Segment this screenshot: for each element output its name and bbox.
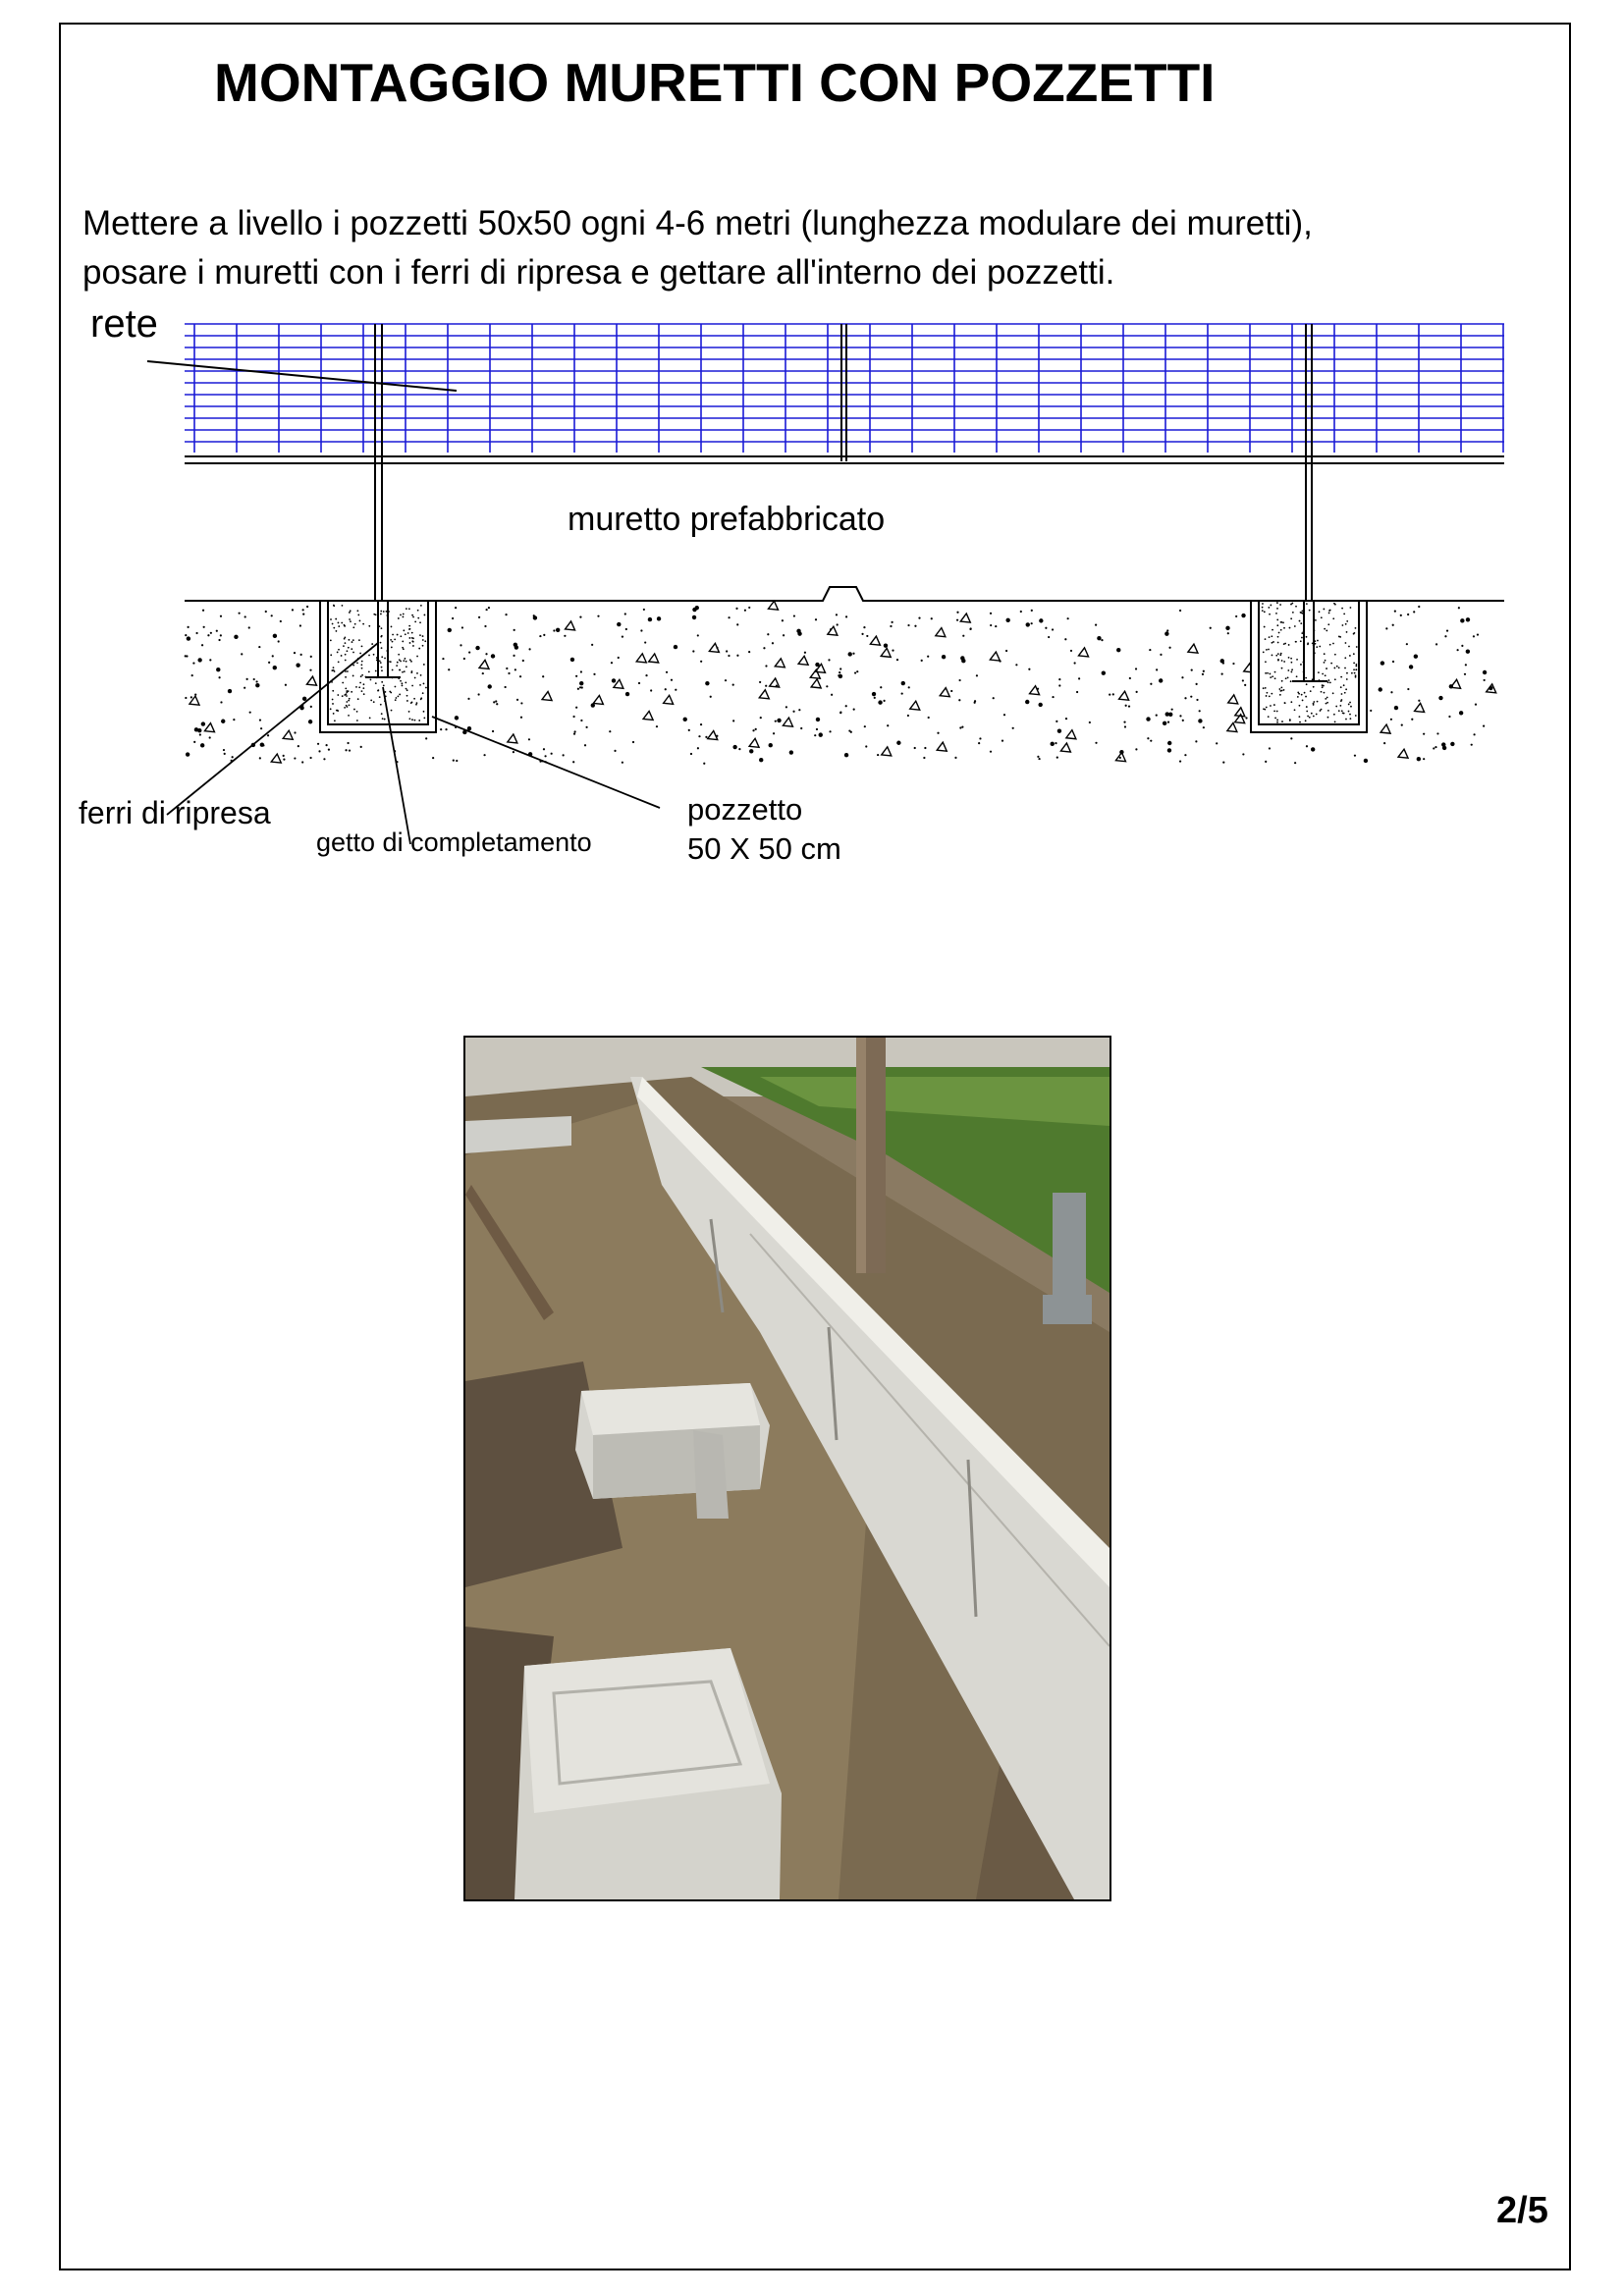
label-rete: rete bbox=[90, 302, 158, 346]
pozzetto-right bbox=[1251, 601, 1367, 732]
intro-line-1: Mettere a livello i pozzetti 50x50 ogni 4-6 metri (lunghezza modulare dei muretti), bbox=[82, 204, 1313, 242]
page-title: MONTAGGIO MURETTI CON POZZETTI bbox=[214, 52, 1216, 113]
technical-diagram bbox=[0, 0, 1624, 883]
label-pozzetto-name: pozzetto bbox=[687, 792, 803, 827]
label-ferri: ferri di ripresa bbox=[79, 795, 271, 830]
label-pozzetto bbox=[687, 790, 841, 869]
intro-line-2: posare i muretti con i ferri di ripresa e gettare all'interno dei pozzetti. bbox=[82, 253, 1115, 292]
label-muretto: muretto prefabbricato bbox=[568, 501, 886, 538]
label-pozzetto-size: 50 X 50 cm bbox=[687, 831, 841, 866]
construction-photo bbox=[463, 1036, 1111, 1901]
fence-posts bbox=[147, 324, 1504, 601]
label-getto: getto di completamento bbox=[316, 828, 592, 857]
page-number: 2/5 bbox=[1496, 2190, 1548, 2231]
